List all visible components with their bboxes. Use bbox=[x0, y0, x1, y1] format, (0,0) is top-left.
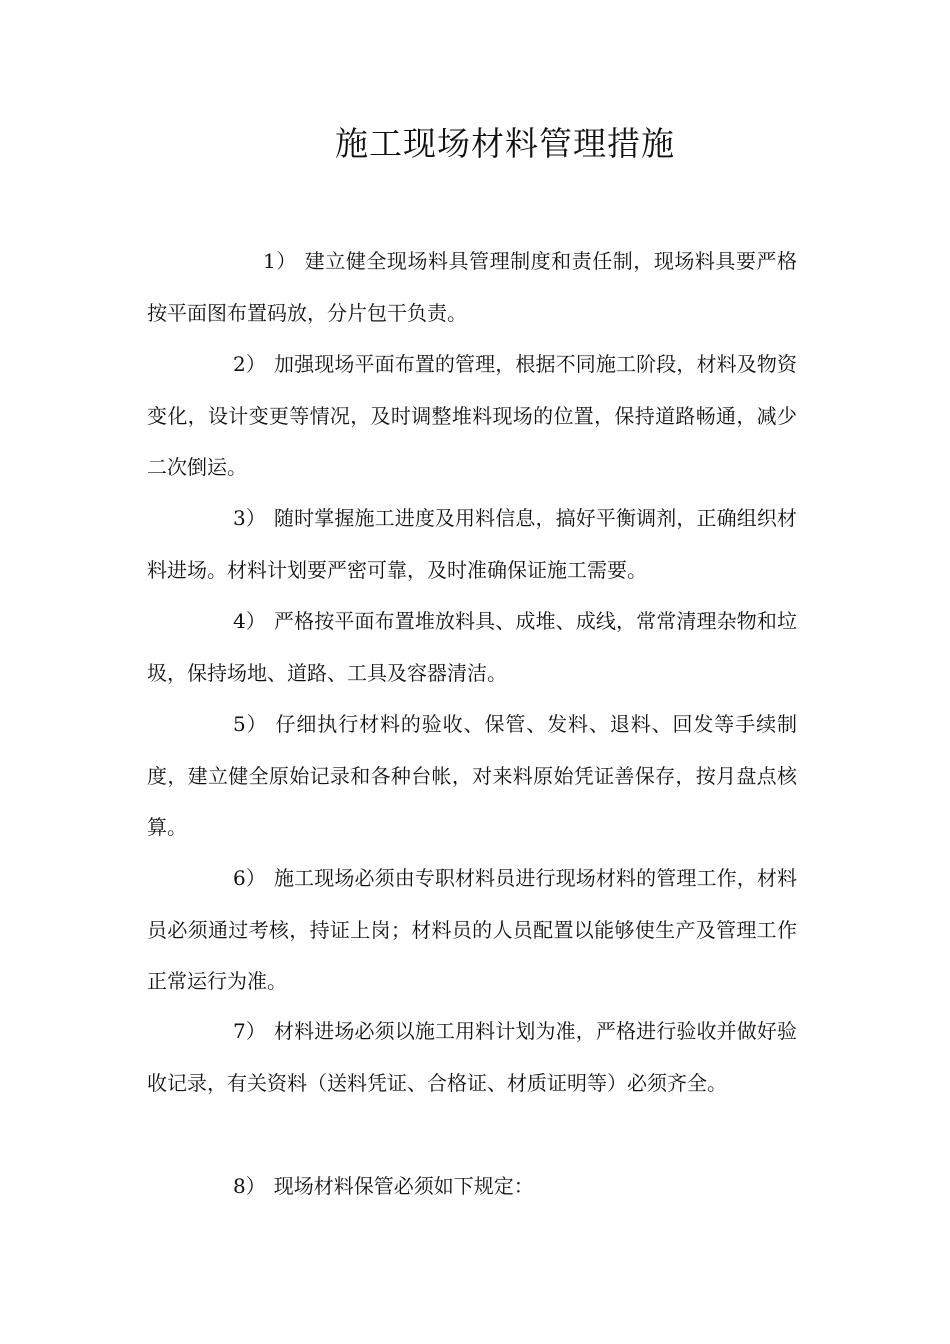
paragraph-number: 3） bbox=[233, 506, 266, 530]
document-body-4 bbox=[147, 596, 797, 699]
paragraph-number: 8） bbox=[233, 1174, 266, 1198]
paragraph-number: 1） bbox=[263, 249, 297, 273]
paragraph-number: 2） bbox=[233, 352, 266, 376]
paragraph-text: 随时掌握施工进度及用料信息，搞好平衡调剂，正确组织材料进场。材料计划要严密可靠，及时准确保证施工需要。 bbox=[147, 506, 797, 582]
paragraph-text: 现场材料保管必须如下规定： bbox=[273, 1174, 534, 1198]
document-body-6 bbox=[147, 853, 797, 1008]
document-body bbox=[147, 236, 797, 339]
paragraph-5 bbox=[147, 699, 797, 854]
paragraph-7 bbox=[147, 1006, 797, 1109]
paragraph-number: 7） bbox=[233, 1019, 266, 1043]
paragraph-number: 4） bbox=[233, 609, 266, 633]
paragraph-1 bbox=[147, 236, 797, 339]
paragraph-text: 材料进场必须以施工用料计划为准，严格进行验收并做好验收记录，有关资料（送料凭证、合格证、材质证明等）必须齐全。 bbox=[147, 1019, 797, 1095]
paragraph-text: 仔细执行材料的验收、保管、发料、退料、回发等手续制度，建立健全原始记录和各种台帐，对来料原始凭证善保存，按月盘点核算。 bbox=[147, 712, 797, 839]
document-body-5 bbox=[147, 699, 797, 854]
paragraph-text: 严格按平面布置堆放料具、成堆、成线，常常清理杂物和垃圾，保持场地、道路、工具及容器清洁。 bbox=[147, 609, 797, 685]
paragraph-8 bbox=[147, 1161, 797, 1213]
paragraph-text: 加强现场平面布置的管理，根据不同施工阶段，材料及物资变化，设计变更等情况，及时调整堆料现场的位置，保持道路畅通，减少二次倒运。 bbox=[147, 352, 797, 479]
document-body-3 bbox=[147, 493, 797, 596]
document-body-7 bbox=[147, 1006, 797, 1109]
paragraph-3 bbox=[147, 493, 797, 596]
document-title: 施工现场材料管理措施 bbox=[335, 124, 675, 163]
paragraph-2 bbox=[147, 339, 797, 494]
paragraph-text: 建立健全现场料具管理制度和责任制，现场料具要严格按平面图布置码放，分片包干负责。 bbox=[147, 249, 798, 325]
paragraph-number: 5） bbox=[233, 712, 268, 736]
paragraph-number: 6） bbox=[233, 866, 266, 890]
document-body-8 bbox=[147, 1161, 797, 1213]
paragraph-4 bbox=[147, 596, 797, 699]
paragraph-text: 施工现场必须由专职材料员进行现场材料的管理工作，材料员必须通过考核，持证上岗；材料员的人员配置以能够使生产及管理工作正常运行为准。 bbox=[147, 866, 797, 993]
paragraph-6 bbox=[147, 853, 797, 1008]
document-body-2 bbox=[147, 339, 797, 494]
